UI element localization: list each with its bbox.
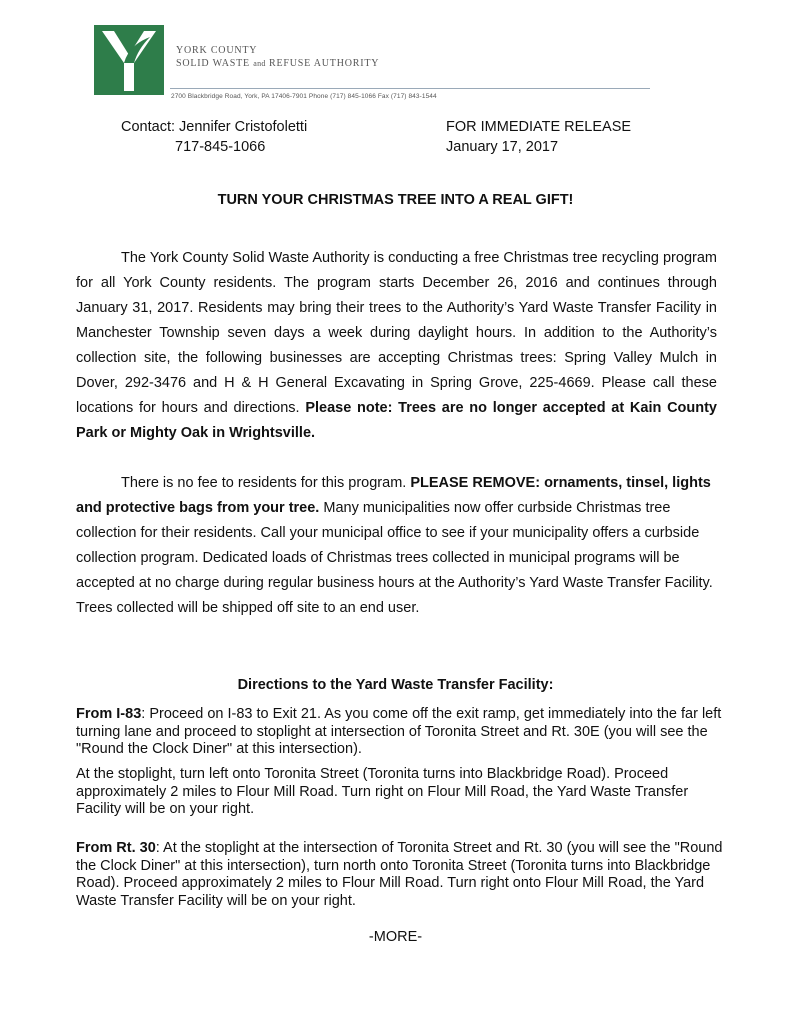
directions-stoplight	[76, 766, 726, 819]
paragraph-1-text: The York County Solid Waste Authority is conducting a free Christmas tree recycling program for all York County residents. The program starts December 26, 2016 and continues through January 31, 2017. Residents may bring their trees to the Authority’s Yard Waste Transfer Facility in Manchester Township seven days a week during daylight hours. In addition to the Authority’s collection site, the following businesses are accepting Christmas trees: Spring Valley Mulch in Dover, 292-3476 and H & H General Excavating in Spring Grove, 225-4669. Please call these locations for hours and directions.	[76, 250, 717, 416]
letterhead-address: 2700 Blackbridge Road, York, PA 17406-7901 Phone (717) 845-1066 Fax (717) 843-1544	[171, 93, 437, 100]
directions-from-i83	[76, 706, 726, 759]
york-county-y-logo	[94, 25, 164, 95]
letterhead-divider	[170, 88, 650, 89]
org-line-1: YORK COUNTY	[176, 45, 258, 56]
paragraph-2-bold: PLEASE REMOVE: ornaments, tinsel, lights and protective bags from your tree.	[76, 475, 711, 516]
directions-rt30-label: From Rt. 30	[76, 840, 156, 856]
directions-stoplight-text: At the stoplight, turn left onto Toronita Street (Toronita turns into Blackbridge Road). Proceed approximately 2 miles to Flour Mill Road. Turn right on Flour Mill Road, the Yard Waste Transfer Facility will be on your right.	[76, 766, 689, 817]
directions-rt30-text: : At the stoplight at the intersection of Toronita Street and Rt. 30 (you will see the "Round the Clock Diner" at this intersection), turn north onto Toronita Street (Toronita turns into Blackbridge Road). Proceed approximately 2 miles to Flour Mill Road. Turn right onto Flour Mill Road, the Yard Waste Transfer Facility will be on your right.	[76, 840, 723, 909]
paragraph-1-bold: Please note: Trees are no longer accepted at Kain County Park or Mighty Oak in Wrightsville.	[76, 400, 717, 441]
contact-name: Contact: Jennifer Cristofoletti	[121, 119, 308, 135]
paragraph-2	[76, 471, 717, 621]
directions-from-rt30	[76, 840, 726, 910]
org-line-2-and: and	[253, 59, 266, 68]
org-line-2-a: SOLID WASTE	[176, 58, 250, 69]
paragraph-2-text-a: There is no fee to residents for this program.	[121, 475, 411, 491]
paragraph-1	[76, 246, 717, 446]
release-date: January 17, 2017	[446, 139, 559, 155]
contact-phone: 717-845-1066	[175, 139, 266, 155]
directions-i83-text: : Proceed on I-83 to Exit 21. As you come off the exit ramp, get immediately into the far left turning lane and proceed to stoplight at intersection of Toronita Street and Rt. 30E (you will see the "Round the Clock Diner" at this intersection).	[76, 706, 722, 757]
more-indicator: -MORE-	[368, 929, 423, 945]
directions-heading: Directions to the Yard Waste Transfer Facility:	[237, 677, 554, 693]
contact-block	[121, 117, 307, 157]
org-line-2-b: REFUSE AUTHORITY	[268, 58, 380, 69]
release-block	[446, 117, 631, 157]
org-line-2	[176, 57, 379, 70]
organization-name	[176, 44, 379, 70]
directions-i83-label: From I-83	[76, 706, 142, 722]
headline: TURN YOUR CHRISTMAS TREE INTO A REAL GIFT!	[217, 192, 574, 208]
paragraph-2-text-b: Many municipalities now offer curbside Christmas tree collection for their residents. Call your municipal office to see if your municipality offers a curbside collection program. Dedicated loads of Christmas trees collected in municipal programs will be accepted at no charge during regular business hours at the Authority’s Yard Waste Transfer Facility. Trees collected will be shipped off site to an end user.	[76, 500, 713, 616]
release-label: FOR IMMEDIATE RELEASE	[446, 119, 632, 135]
